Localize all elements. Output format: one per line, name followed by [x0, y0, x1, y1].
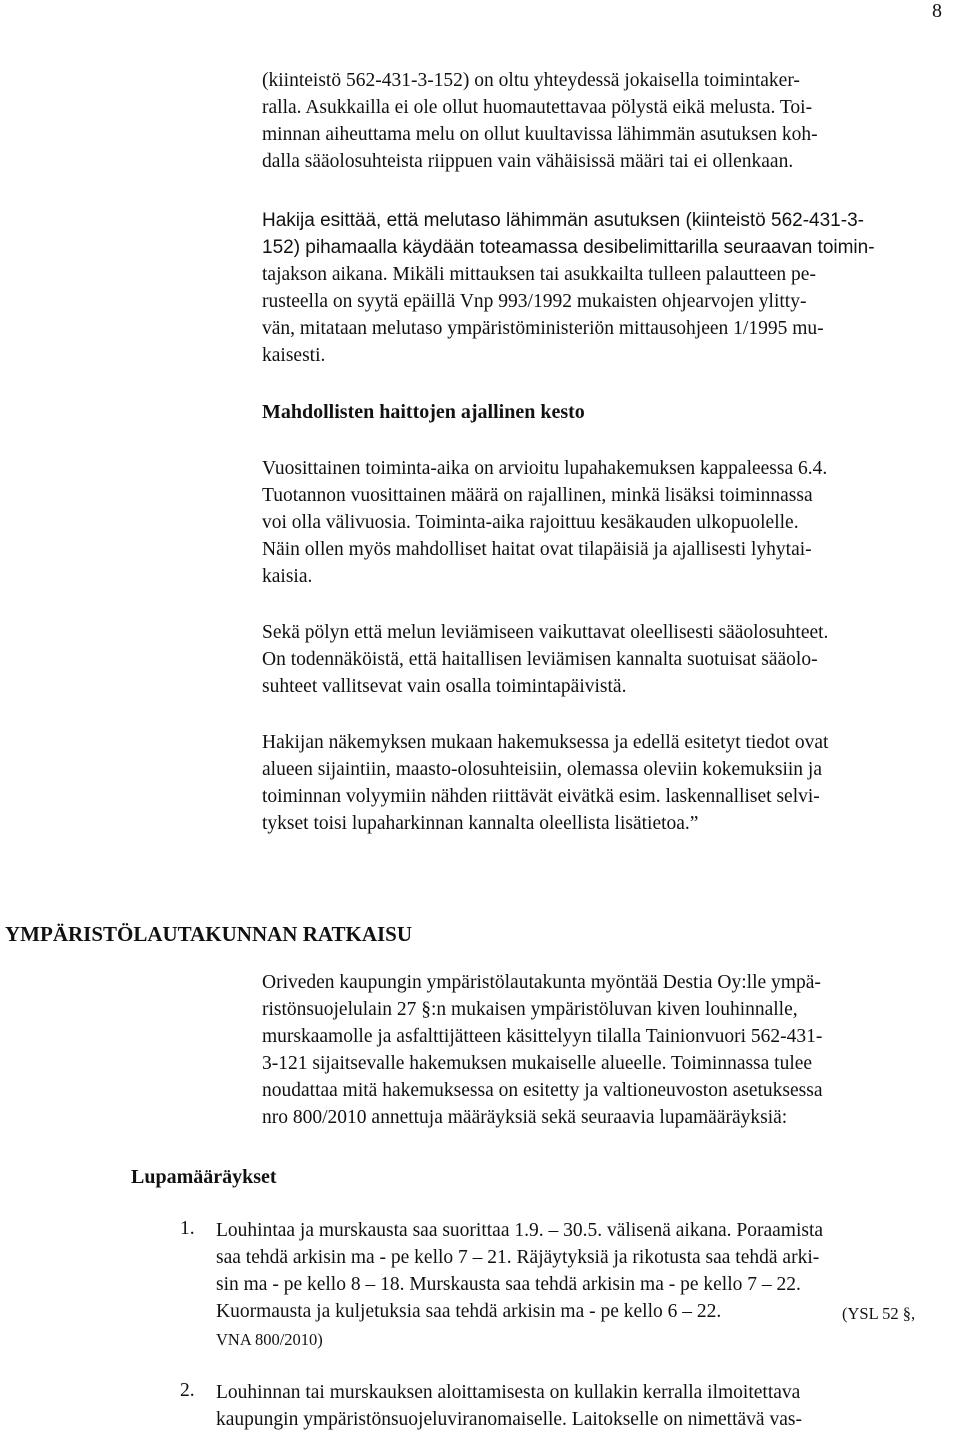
condition-number: 2. [180, 1380, 195, 1401]
applicant-view-line: toiminnan volyymiin nähden riittävät eivätkä esim. laskennalliset selvi- [262, 786, 820, 807]
duration-line: voi olla välivuosia. Toiminta-aika rajoittuu kesäkauden ulkopuolelle. [262, 512, 799, 533]
applicant-view-line: Hakijan näkemyksen mukaan hakemuksessa ja edellä esitetyt tiedot ovat [262, 732, 829, 753]
decision-line: noudattaa mitä hakemuksessa on esitetty ja valtioneuvoston asetuksessa [262, 1080, 823, 1101]
intro-line: (kiinteistö 562-431-3-152) on oltu yhteydessä jokaisella toimintaker- [262, 70, 800, 91]
duration-line: Tuotannon vuosittainen määrä on rajallinen, minkä lisäksi toiminnassa [262, 485, 813, 506]
measurement-line: tajakson aikana. Mikäli mittauksen tai asukkailta tulleen palautteen pe- [262, 264, 816, 285]
condition-line: sin ma - pe kello 8 – 18. Murskausta saa tehdä arkisin ma - pe kello 7 – 22. [216, 1274, 801, 1295]
applicant-view-line: tykset toisi lupaharkinnan kannalta oleellista lisätietoa.” [262, 813, 699, 834]
decision-line: murskaamolle ja asfalttijätteen käsittelyyn tilalla Tainionvuori 562-431- [262, 1026, 823, 1047]
condition-line: Kuormausta ja kuljetuksia saa tehdä arkisin ma - pe kello 6 – 22. [216, 1301, 722, 1322]
weather-line: On todennäköistä, että haitallisen leviämisen kannalta suotuisat sääolo- [262, 649, 818, 670]
duration-heading: Mahdollisten haittojen ajallinen kesto [262, 401, 585, 423]
condition-line: kaupungin ympäristönsuojeluviranomaiselle. Laitokselle on nimettävä vas- [216, 1409, 802, 1430]
intro-line: dalla sääolosuhteista riippuen vain vähäisissä määri tai ei ollenkaan. [262, 151, 794, 172]
intro-line: minnan aiheuttama melu on ollut kuultavissa lähimmän asutuksen koh- [262, 124, 818, 145]
decision-line: ristönsuojelulain 27 §:n mukaisen ympäristöluvan kiven louhinnalle, [262, 999, 798, 1020]
condition-line: saa tehdä arkisin ma - pe kello 7 – 21. Räjäytyksiä ja rikotusta saa tehdä arki- [216, 1247, 820, 1268]
condition-line: Louhinnan tai murskauksen aloittamisesta on kullakin kerralla ilmoitettava [216, 1382, 801, 1403]
condition-line: Louhintaa ja murskausta saa suorittaa 1.9. – 30.5. välisenä aikana. Poraamista [216, 1220, 824, 1241]
duration-line: Vuosittainen toiminta-aika on arvioitu lupahakemuksen kappaleessa 6.4. [262, 458, 828, 479]
intro-line: ralla. Asukkailla ei ole ollut huomautettavaa pölystä eikä melusta. Toi- [262, 97, 813, 118]
decision-line: nro 800/2010 annettuja määräyksiä sekä seuraavia lupamääräyksiä: [262, 1107, 788, 1128]
decision-line: 3-121 sijaitsevalle hakemuksen mukaiselle alueelle. Toiminnassa tulee [262, 1053, 813, 1074]
measurement-line: rusteella on syytä epäillä Vnp 993/1992 mukaisten ohjearvojen ylitty- [262, 291, 807, 312]
conditions-heading: Lupamääräykset [131, 1166, 277, 1188]
condition-number: 1. [180, 1218, 195, 1239]
duration-line: Näin ollen myös mahdolliset haitat ovat tilapäisiä ja ajallisesti lyhytai- [262, 539, 812, 560]
condition-reference: (YSL 52 §, [842, 1304, 916, 1323]
applicant-view-line: alueen sijaintiin, maasto-olosuhteisiin, olemassa oleviin kokemuksiin ja [262, 759, 822, 780]
decision-line: Oriveden kaupungin ympäristölautakunta myöntää Destia Oy:lle ympä- [262, 972, 821, 993]
page-number: 8 [932, 0, 942, 22]
measurement-line: Hakija esittää, että melutaso lähimmän asutuksen (kiinteistö 562-431-3- [262, 210, 864, 231]
measurement-line: 152) pihamaalla käydään toteamassa desibelimittarilla seuraavan toimin- [262, 237, 875, 258]
measurement-line: vän, mitataan melutaso ympäristöministeriön mittausohjeen 1/1995 mu- [262, 318, 824, 339]
duration-line: kaisia. [262, 566, 313, 587]
condition-reference: VNA 800/2010) [216, 1330, 323, 1349]
decision-heading: YMPÄRISTÖLAUTAKUNNAN RATKAISU [5, 922, 412, 946]
weather-line: Sekä pölyn että melun leviämiseen vaikuttavat oleellisesti sääolosuhteet. [262, 622, 829, 643]
measurement-line: kaisesti. [262, 345, 326, 366]
weather-line: suhteet vallitsevat vain osalla toimintapäivistä. [262, 676, 627, 697]
